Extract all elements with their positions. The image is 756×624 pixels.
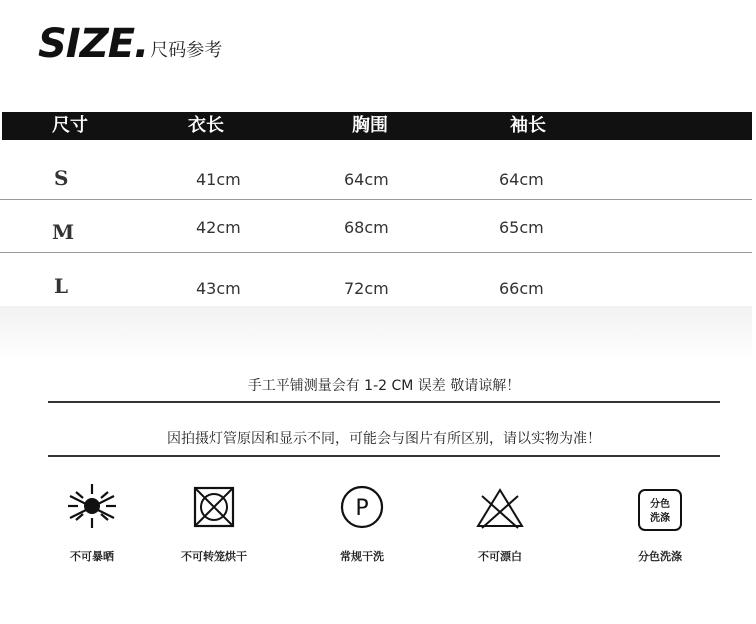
care-item-no-sun	[42, 478, 142, 564]
care-label: 不可转笼烘干	[181, 550, 247, 563]
row-chest: 72cm	[344, 279, 389, 298]
color-note: 因拍摄灯管原因和显示不同，可能会与图片有所区别，请以实物为准！	[167, 431, 601, 447]
header-length: 衣长	[188, 115, 224, 136]
no-bleach-icon	[472, 478, 528, 534]
row-length: 43cm	[196, 279, 241, 298]
table-header	[2, 112, 752, 140]
table-row	[0, 140, 752, 200]
divider	[48, 401, 720, 403]
row-size: S	[54, 166, 69, 190]
table-row	[0, 253, 752, 307]
care-item-dry-clean	[312, 478, 412, 564]
title-main: SIZE.	[38, 21, 149, 67]
wash-separately-icon	[632, 478, 688, 534]
care-label: 不可暴晒	[70, 550, 114, 563]
no-sun-icon	[64, 478, 120, 534]
row-length: 42cm	[196, 218, 241, 237]
table-fade	[0, 306, 752, 362]
header-sleeve: 袖长	[510, 115, 546, 136]
care-item-wash-separately	[610, 478, 710, 564]
title-sub: 尺码参考	[150, 40, 223, 61]
row-length: 41cm	[196, 170, 241, 189]
care-item-no-bleach	[450, 478, 550, 564]
row-chest: 64cm	[344, 170, 389, 189]
care-label: 分色洗涤	[638, 550, 682, 563]
measure-note: 手工平铺测量会有 1-2 CM 误差 敬请谅解！	[247, 378, 521, 394]
no-tumble-dry-icon	[186, 478, 242, 534]
care-label: 不可漂白	[478, 550, 522, 563]
page-title	[38, 22, 222, 66]
row-sleeve: 64cm	[499, 170, 544, 189]
row-sleeve: 65cm	[499, 218, 544, 237]
row-size: L	[54, 274, 69, 298]
svg-text:P: P	[355, 496, 369, 521]
wash-icon-text-1: 分色	[650, 499, 670, 510]
header-size: 尺寸	[52, 115, 88, 136]
divider	[48, 455, 720, 457]
row-chest: 68cm	[344, 218, 389, 237]
care-label: 常规干洗	[340, 550, 384, 563]
row-size: M	[52, 220, 75, 244]
wash-icon-text-2: 洗涤	[650, 513, 670, 524]
row-sleeve: 66cm	[499, 279, 544, 298]
care-item-no-tumble-dry	[164, 478, 264, 564]
header-chest: 胸围	[352, 115, 388, 136]
dry-clean-icon	[334, 478, 390, 534]
table-row	[0, 200, 752, 253]
